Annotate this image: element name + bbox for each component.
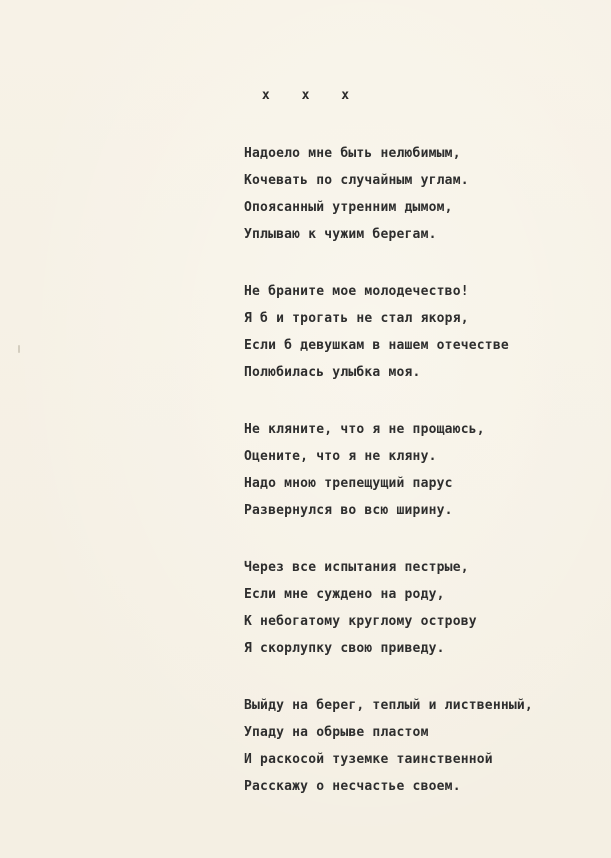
- poem-line: И раскосой туземке таинственной: [244, 752, 493, 767]
- stanza-2: [244, 278, 584, 386]
- poem-line: Выйду на берег, теплый и лиственный,: [244, 698, 533, 713]
- poem-line: Если мне суждено на роду,: [244, 587, 445, 602]
- poem-line: Расскажу о несчастье своем.: [244, 779, 461, 794]
- poem-line: Я б и трогать не стал якоря,: [244, 311, 469, 326]
- poem-line: Не браните мое молодечество!: [244, 284, 469, 299]
- poem-line: Я скорлупку свою приведу.: [244, 641, 445, 656]
- page-mark: [18, 345, 20, 353]
- poem-line: Уплываю к чужим берегам.: [244, 227, 437, 242]
- poem-title: x x x: [261, 88, 362, 103]
- poem-line: Через все испытания пестрые,: [244, 560, 469, 575]
- poem-line: Опоясанный утренним дымом,: [244, 200, 453, 215]
- poem-line: Полюбилась улыбка моя.: [244, 365, 421, 380]
- poem-line: К небогатому круглому острову: [244, 614, 477, 629]
- poem-line: Кочевать по случайным углам.: [244, 173, 469, 188]
- stanza-4: [244, 554, 584, 662]
- poem-line: Оцените, что я не кляну.: [244, 449, 437, 464]
- poem-line: Надоело мне быть нелюбимым,: [244, 146, 461, 161]
- poem-line: Развернулся во всю ширину.: [244, 503, 453, 518]
- poem-line: Упаду на обрыве пластом: [244, 725, 429, 740]
- poem-line: Не кляните, что я не прощаюсь,: [244, 422, 485, 437]
- poem-body: [244, 140, 584, 830]
- stanza-5: [244, 692, 584, 800]
- stanza-1: [244, 140, 584, 248]
- stanza-3: [244, 416, 584, 524]
- poem-line: Надо мною трепещущий парус: [244, 476, 453, 491]
- poem-line: Если б девушкам в нашем отечестве: [244, 338, 509, 353]
